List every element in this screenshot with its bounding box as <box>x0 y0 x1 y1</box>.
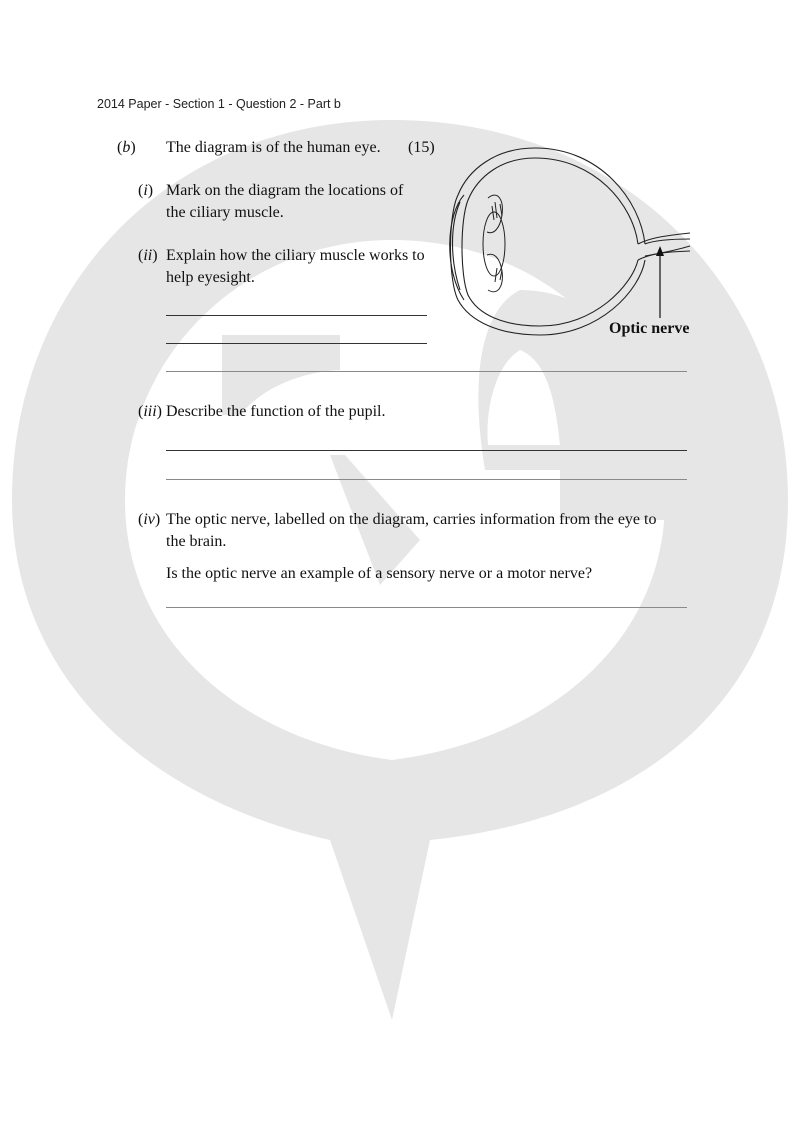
question-iv-line3: Is the optic nerve an example of a sensory nerve or a motor nerve? <box>166 565 593 582</box>
question-i-line2: the ciliary muscle. <box>166 204 284 221</box>
question-iv-label: (iv) <box>138 511 161 528</box>
question-i-label: (i) <box>138 182 154 199</box>
question-iv-line2: the brain. <box>166 533 227 550</box>
answer-line-iii-2[interactable] <box>166 479 687 480</box>
question-iii-label: (iii) <box>138 403 162 420</box>
optic-nerve-arrow <box>656 246 664 318</box>
answer-line-iv[interactable] <box>166 607 687 608</box>
question-ii-label: (ii) <box>138 247 158 264</box>
answer-line-ii-3[interactable] <box>166 371 687 372</box>
lens <box>483 212 505 276</box>
part-b-text: The diagram is of the human eye. <box>166 139 381 156</box>
part-b-marks: (15) <box>408 139 435 156</box>
iris-ciliary <box>487 195 502 292</box>
part-b-label: (b) <box>117 139 136 156</box>
question-iv-line1: The optic nerve, labelled on the diagram, carries information from the eye to <box>166 511 657 528</box>
question-iii-text: Describe the function of the pupil. <box>166 403 386 420</box>
answer-line-iii-1[interactable] <box>166 450 687 451</box>
answer-line-ii-2[interactable] <box>166 343 427 344</box>
answer-line-ii-1[interactable] <box>166 315 427 316</box>
optic-nerve-label: Optic nerve <box>609 320 690 337</box>
question-ii-line1: Explain how the ciliary muscle works to <box>166 247 425 264</box>
human-eye-diagram <box>440 140 696 345</box>
question-i-line1: Mark on the diagram the locations of <box>166 182 404 199</box>
eyeball-outline <box>450 148 645 335</box>
optic-nerve <box>638 233 690 260</box>
question-ii-line2: help eyesight. <box>166 269 255 286</box>
page-header: 2014 Paper - Section 1 - Question 2 - Part b <box>97 97 341 111</box>
